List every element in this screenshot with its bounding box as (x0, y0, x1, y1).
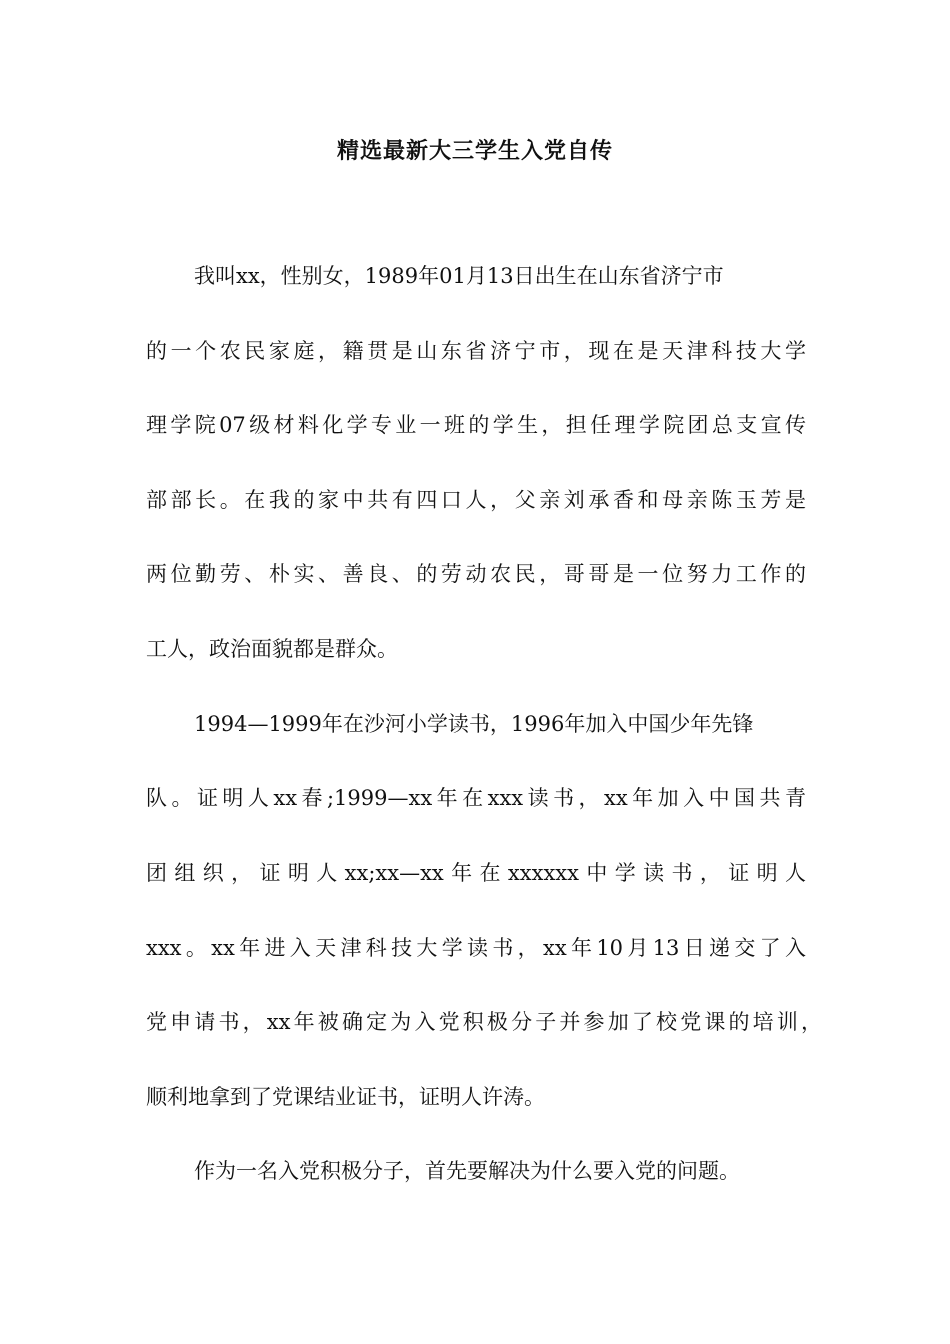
paragraph-line: 理学院07级材料化学专业一班的学生，担任理学院团总支宣传 (146, 413, 806, 437)
paragraph-line: 党申请书，xx年被确定为入党积极分子并参加了校党课的培训， (146, 1010, 822, 1034)
paragraph-line: xxx。xx年进入天津科技大学读书，xx年10月13日递交了入 (146, 936, 806, 960)
document-title: 精选最新大三学生入党自传 (336, 139, 613, 164)
paragraph-line: 1994—1999年在沙河小学读书，1996年加入中国少年先锋 (194, 712, 754, 736)
paragraph-line: 的一个农民家庭，籍贯是山东省济宁市，现在是天津科技大学 (146, 339, 806, 363)
paragraph-line: 我叫xx，性别女，1989年01月13日出生在山东省济宁市 (194, 264, 724, 288)
paragraph-line: 队。证明人xx春;1999—xx年在xxx读书，xx年加入中国共青 (146, 786, 806, 810)
paragraph-line: 作为一名入党积极分子，首先要解决为什么要入党的问题。 (194, 1159, 740, 1183)
paragraph-line: 顺利地拿到了党课结业证书，证明人许涛。 (146, 1085, 545, 1109)
paragraph-line: 团组织，证明人xx;xx—xx年在xxxxxx中学读书，证明人 (146, 861, 806, 885)
paragraph-line: 部部长。在我的家中共有四口人，父亲刘承香和母亲陈玉芳是 (146, 488, 806, 512)
paragraph-line: 两位勤劳、朴实、善良、的劳动农民，哥哥是一位努力工作的 (146, 562, 806, 586)
paragraph-line: 工人，政治面貌都是群众。 (146, 637, 398, 661)
